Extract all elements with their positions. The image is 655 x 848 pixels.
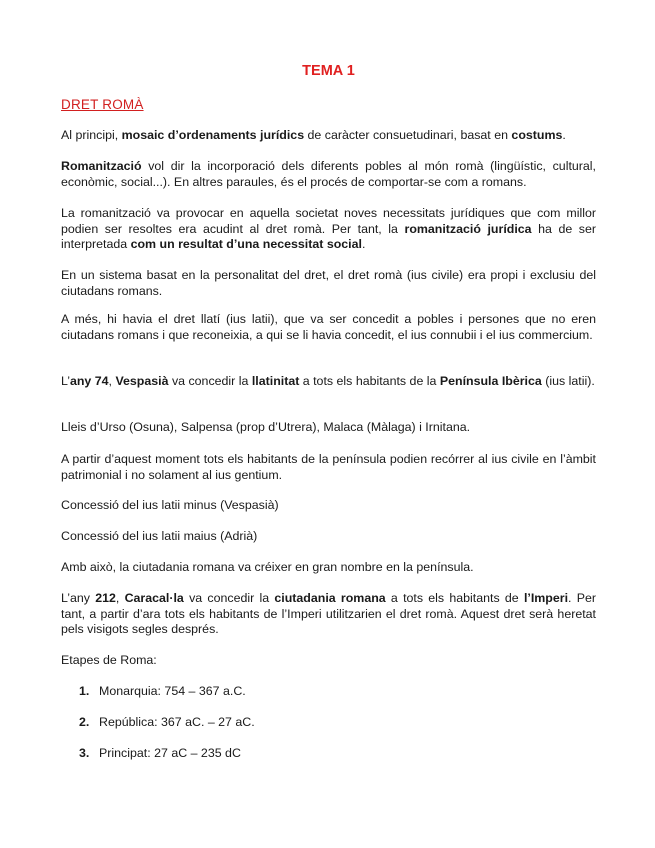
- text-run: A més, hi havia el dret llatí (ius latii), que va ser concedit a pobles i persones que no eren ciutadans romans i que reconeixia, a qui se li havia concedit, el ius connubii i el ius commercium.: [61, 312, 596, 342]
- text-run: Amb això, la ciutadania romana va créixer en gran nombre en la península.: [61, 560, 474, 574]
- list-item: [79, 746, 241, 762]
- text-run: (ius latii).: [541, 374, 595, 388]
- paragraph-latii-minus: [61, 498, 596, 514]
- bold-run: romanització jurídica: [404, 221, 532, 236]
- paragraph-romanitzacio: [61, 159, 596, 190]
- bold-run: Vespasià: [115, 374, 169, 388]
- text-run: va concedir la: [183, 591, 275, 605]
- paragraph-etapes: [61, 653, 596, 669]
- text-run: va concedir la: [168, 374, 252, 388]
- bold-run: llatinitat: [251, 374, 300, 388]
- text-run: vol dir la incorporació dels diferents pobles al món romà (lingüístic, cultural, econòmic, social...). En altres paraules, és el procés de comportar-se com a romans.: [61, 159, 596, 189]
- paragraph-intro: [61, 128, 596, 144]
- text-run: a tots els habitants de la: [299, 374, 440, 388]
- text-run: ha de ser interpretada: [61, 221, 597, 251]
- text-run: de caràcter consuetudinari, basat en: [304, 128, 512, 142]
- paragraph-any-212: [61, 591, 596, 638]
- list-text: República: 367 aC. – 27 aC.: [99, 715, 255, 729]
- paragraph-lleis: [61, 420, 596, 436]
- list-text: Monarquia: 754 – 367 a.C.: [99, 684, 246, 698]
- list-number: 2.: [79, 715, 90, 729]
- bold-run: costums: [511, 128, 563, 142]
- paragraph-latii-maius: [61, 529, 596, 545]
- text-run: Al principi,: [61, 128, 122, 142]
- bold-run: Caracal·la: [124, 591, 184, 605]
- bold-run: com un resultat d’una necessitat social: [130, 237, 362, 251]
- bold-run: mosaic d’ordenaments jurídics: [121, 128, 305, 142]
- paragraph-a-partir: [61, 452, 596, 483]
- list-number: 3.: [79, 746, 90, 760]
- text-run: La romanització va provocar en aquella societat noves necessitats jurídiques que com millor podien ser resoltes era acudint al dret romà. Per tant, la: [61, 206, 596, 236]
- bold-run: any 74: [69, 374, 109, 388]
- text-run: L’: [61, 374, 70, 388]
- text-run: ,: [115, 591, 125, 605]
- text-run: Lleis d’Urso (Osuna), Salpensa (prop d’Utrera), Malaca (Màlaga) i Irnitana.: [61, 420, 471, 434]
- bold-run: 212: [95, 591, 116, 605]
- text-run: a tots els habitants de: [385, 591, 524, 605]
- bold-run: l’Imperi: [523, 591, 569, 605]
- text-run: Etapes de Roma:: [61, 653, 157, 667]
- bold-run: Romanització: [61, 159, 142, 173]
- document-title: TEMA 1: [302, 63, 355, 79]
- text-run: L’any: [61, 591, 96, 605]
- text-run: . Per tant, a partir d’ara tots els habitants de l’Imperi utilitzarien el dret romà. Aquest dret serà heretat pels visigots segles després.: [61, 591, 597, 636]
- section-heading: DRET ROMÀ: [61, 97, 144, 112]
- paragraph-necessitats: [61, 206, 596, 253]
- paragraph-any-74: [61, 374, 596, 390]
- bold-run: Península Ibèrica: [439, 374, 542, 388]
- text-run: ,: [108, 374, 116, 388]
- text-run: Concessió del ius latii maius (Adrià): [61, 529, 258, 543]
- text-run: A partir d’aquest moment tots els habitants de la península podien recórrer al ius civile en l’àmbit patrimonial i no solament al ius gentium.: [61, 452, 596, 482]
- text-run: .: [562, 128, 566, 142]
- paragraph-ciutadania: [61, 560, 596, 576]
- paragraph-ius-civile: [61, 268, 596, 299]
- bold-run: ciutadania romana: [274, 591, 386, 605]
- list-item: [79, 715, 255, 731]
- list-item: [79, 684, 246, 700]
- paragraph-ius-latii: [61, 312, 596, 343]
- text-run: En un sistema basat en la personalitat del dret, el dret romà (ius civile) era propi i exclusiu del ciutadans romans.: [61, 268, 596, 298]
- list-number: 1.: [79, 684, 90, 698]
- list-text: Principat: 27 aC – 235 dC: [99, 746, 241, 760]
- text-run: .: [361, 237, 366, 251]
- text-run: Concessió del ius latii minus (Vespasià): [61, 498, 279, 512]
